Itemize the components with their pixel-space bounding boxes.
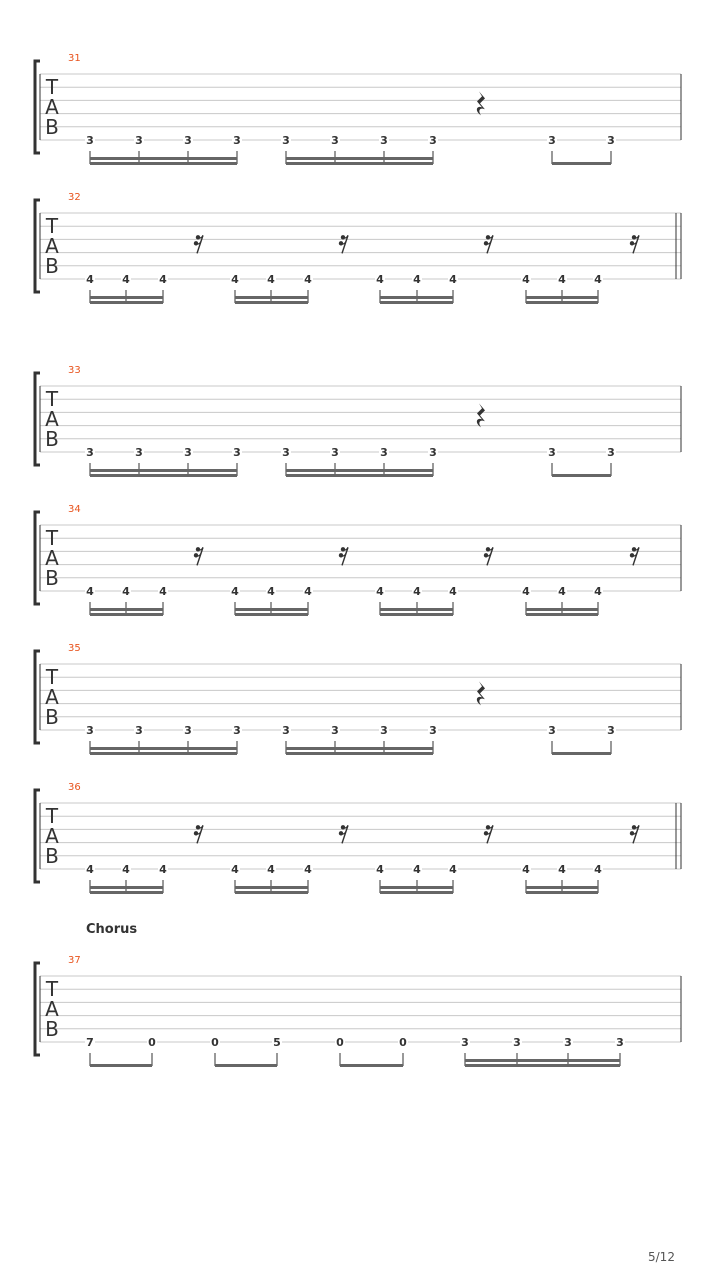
beam xyxy=(526,613,598,616)
beam xyxy=(235,886,308,889)
beam xyxy=(286,162,433,165)
beam xyxy=(90,474,237,477)
fret-number: 3 xyxy=(86,724,94,737)
beam xyxy=(286,474,433,477)
beam xyxy=(552,162,611,165)
system-bracket xyxy=(35,963,40,1055)
beam xyxy=(235,613,308,616)
sixteenth-rest-icon xyxy=(339,235,348,253)
system-bracket xyxy=(35,790,40,882)
fret-number: 4 xyxy=(122,273,130,286)
fret-number: 3 xyxy=(607,724,615,737)
fret-number: 3 xyxy=(184,134,192,147)
fret-number: 4 xyxy=(86,273,94,286)
fret-number: 4 xyxy=(522,273,530,286)
tab-clef-letter: T xyxy=(45,665,59,689)
tab-clef-letter: B xyxy=(45,1017,59,1041)
fret-number: 3 xyxy=(548,446,556,459)
sixteenth-rest-icon xyxy=(484,825,493,843)
beam xyxy=(286,469,433,472)
beam xyxy=(552,474,611,477)
fret-number: 5 xyxy=(273,1036,281,1049)
fret-number: 0 xyxy=(211,1036,219,1049)
fret-number: 4 xyxy=(231,585,239,598)
beam xyxy=(380,608,453,611)
beam xyxy=(286,157,433,160)
beam xyxy=(235,301,308,304)
fret-number: 3 xyxy=(184,724,192,737)
fret-number: 0 xyxy=(148,1036,156,1049)
system-bracket xyxy=(35,651,40,743)
fret-number: 4 xyxy=(449,273,457,286)
beam xyxy=(526,891,598,894)
fret-number: 3 xyxy=(429,446,437,459)
measure-number: 32 xyxy=(68,192,81,203)
fret-number: 3 xyxy=(331,134,339,147)
sixteenth-rest-icon xyxy=(484,547,493,565)
fret-number: 3 xyxy=(564,1036,572,1049)
tab-clef-letter: B xyxy=(45,566,59,590)
fret-number: 3 xyxy=(429,724,437,737)
measure-number: 35 xyxy=(68,643,81,654)
beam xyxy=(235,608,308,611)
beam xyxy=(552,752,611,755)
fret-number: 4 xyxy=(267,863,275,876)
fret-number: 3 xyxy=(233,446,241,459)
fret-number: 4 xyxy=(522,863,530,876)
beam xyxy=(90,752,237,755)
fret-number: 0 xyxy=(399,1036,407,1049)
measure-number: 33 xyxy=(68,365,81,376)
fret-number: 4 xyxy=(231,863,239,876)
fret-number: 4 xyxy=(304,863,312,876)
fret-number: 4 xyxy=(376,273,384,286)
fret-number: 3 xyxy=(607,134,615,147)
fret-number: 4 xyxy=(267,585,275,598)
fret-number: 3 xyxy=(282,724,290,737)
section-label-chorus: Chorus xyxy=(86,922,138,937)
tab-clef-letter: A xyxy=(45,546,59,570)
beam xyxy=(90,613,163,616)
tab-clef-letter: A xyxy=(45,685,59,709)
fret-number: 3 xyxy=(380,134,388,147)
system-bracket xyxy=(35,373,40,465)
fret-number: 3 xyxy=(184,446,192,459)
fret-number: 3 xyxy=(616,1036,624,1049)
beam xyxy=(90,891,163,894)
fret-number: 3 xyxy=(135,134,143,147)
beam xyxy=(90,747,237,750)
beam xyxy=(465,1064,620,1067)
fret-number: 4 xyxy=(594,585,602,598)
beam xyxy=(90,469,237,472)
beam xyxy=(286,752,433,755)
fret-number: 3 xyxy=(282,134,290,147)
fret-number: 3 xyxy=(282,446,290,459)
fret-number: 4 xyxy=(122,585,130,598)
fret-number: 4 xyxy=(267,273,275,286)
fret-number: 4 xyxy=(86,585,94,598)
beam xyxy=(526,301,598,304)
tab-clef-letter: B xyxy=(45,427,59,451)
beam xyxy=(380,301,453,304)
tab-clef-letter: T xyxy=(45,804,59,828)
fret-number: 4 xyxy=(413,585,421,598)
fret-number: 4 xyxy=(376,863,384,876)
system-bracket xyxy=(35,61,40,153)
fret-number: 3 xyxy=(331,446,339,459)
beam xyxy=(235,296,308,299)
tab-clef-letter: T xyxy=(45,977,59,1001)
fret-number: 3 xyxy=(135,446,143,459)
tab-clef-letter: T xyxy=(45,214,59,238)
fret-number: 4 xyxy=(413,273,421,286)
beam xyxy=(90,162,237,165)
fret-number: 3 xyxy=(233,134,241,147)
sixteenth-rest-icon xyxy=(194,235,203,253)
fret-number: 4 xyxy=(594,273,602,286)
fret-number: 3 xyxy=(429,134,437,147)
beam xyxy=(380,891,453,894)
page-number: 5/12 xyxy=(648,1250,675,1264)
fret-number: 3 xyxy=(331,724,339,737)
beam xyxy=(90,157,237,160)
sixteenth-rest-icon xyxy=(194,547,203,565)
fret-number: 4 xyxy=(449,585,457,598)
tab-clef-letter: A xyxy=(45,234,59,258)
fret-number: 4 xyxy=(159,863,167,876)
fret-number: 3 xyxy=(548,134,556,147)
fret-number: 4 xyxy=(449,863,457,876)
sixteenth-rest-icon xyxy=(630,547,639,565)
beam xyxy=(90,886,163,889)
fret-number: 3 xyxy=(135,724,143,737)
beam xyxy=(380,296,453,299)
fret-number: 3 xyxy=(233,724,241,737)
beam xyxy=(380,886,453,889)
beam xyxy=(526,886,598,889)
measure-number: 37 xyxy=(68,955,81,966)
fret-number: 4 xyxy=(558,273,566,286)
beam xyxy=(90,301,163,304)
beam xyxy=(90,608,163,611)
beam xyxy=(286,747,433,750)
beam xyxy=(90,1064,152,1067)
fret-number: 3 xyxy=(513,1036,521,1049)
sixteenth-rest-icon xyxy=(630,825,639,843)
quarter-rest-icon xyxy=(477,681,485,705)
tab-clef-letter: T xyxy=(45,387,59,411)
fret-number: 3 xyxy=(548,724,556,737)
tab-clef-letter: B xyxy=(45,115,59,139)
sixteenth-rest-icon xyxy=(339,547,348,565)
beam xyxy=(526,296,598,299)
tab-clef-letter: A xyxy=(45,997,59,1021)
fret-number: 3 xyxy=(380,446,388,459)
beam xyxy=(380,613,453,616)
fret-number: 4 xyxy=(304,273,312,286)
fret-number: 4 xyxy=(159,585,167,598)
system-bracket xyxy=(35,512,40,604)
beam xyxy=(90,296,163,299)
tab-clef-letter: B xyxy=(45,254,59,278)
fret-number: 4 xyxy=(122,863,130,876)
fret-number: 7 xyxy=(86,1036,94,1049)
fret-number: 3 xyxy=(461,1036,469,1049)
fret-number: 3 xyxy=(607,446,615,459)
sixteenth-rest-icon xyxy=(339,825,348,843)
system-bracket xyxy=(35,200,40,292)
fret-number: 4 xyxy=(594,863,602,876)
tab-clef-letter: T xyxy=(45,75,59,99)
sixteenth-rest-icon xyxy=(630,235,639,253)
fret-number: 4 xyxy=(304,585,312,598)
fret-number: 4 xyxy=(522,585,530,598)
sixteenth-rest-icon xyxy=(484,235,493,253)
beam xyxy=(235,891,308,894)
fret-number: 3 xyxy=(86,446,94,459)
tab-clef-letter: A xyxy=(45,824,59,848)
beam xyxy=(526,608,598,611)
measure-number: 31 xyxy=(68,53,81,64)
tab-clef-letter: B xyxy=(45,705,59,729)
fret-number: 4 xyxy=(413,863,421,876)
quarter-rest-icon xyxy=(477,91,485,115)
fret-number: 4 xyxy=(376,585,384,598)
fret-number: 4 xyxy=(558,585,566,598)
fret-number: 4 xyxy=(558,863,566,876)
tab-clef-letter: A xyxy=(45,407,59,431)
measure-number: 36 xyxy=(68,782,81,793)
quarter-rest-icon xyxy=(477,403,485,427)
tab-clef-letter: B xyxy=(45,844,59,868)
fret-number: 4 xyxy=(86,863,94,876)
tab-clef-letter: T xyxy=(45,526,59,550)
fret-number: 4 xyxy=(159,273,167,286)
tab-clef-letter: A xyxy=(45,95,59,119)
beam xyxy=(340,1064,403,1067)
fret-number: 4 xyxy=(231,273,239,286)
sixteenth-rest-icon xyxy=(194,825,203,843)
beam xyxy=(465,1059,620,1062)
fret-number: 3 xyxy=(380,724,388,737)
measure-number: 34 xyxy=(68,504,81,515)
fret-number: 3 xyxy=(86,134,94,147)
fret-number: 0 xyxy=(336,1036,344,1049)
beam xyxy=(215,1064,277,1067)
